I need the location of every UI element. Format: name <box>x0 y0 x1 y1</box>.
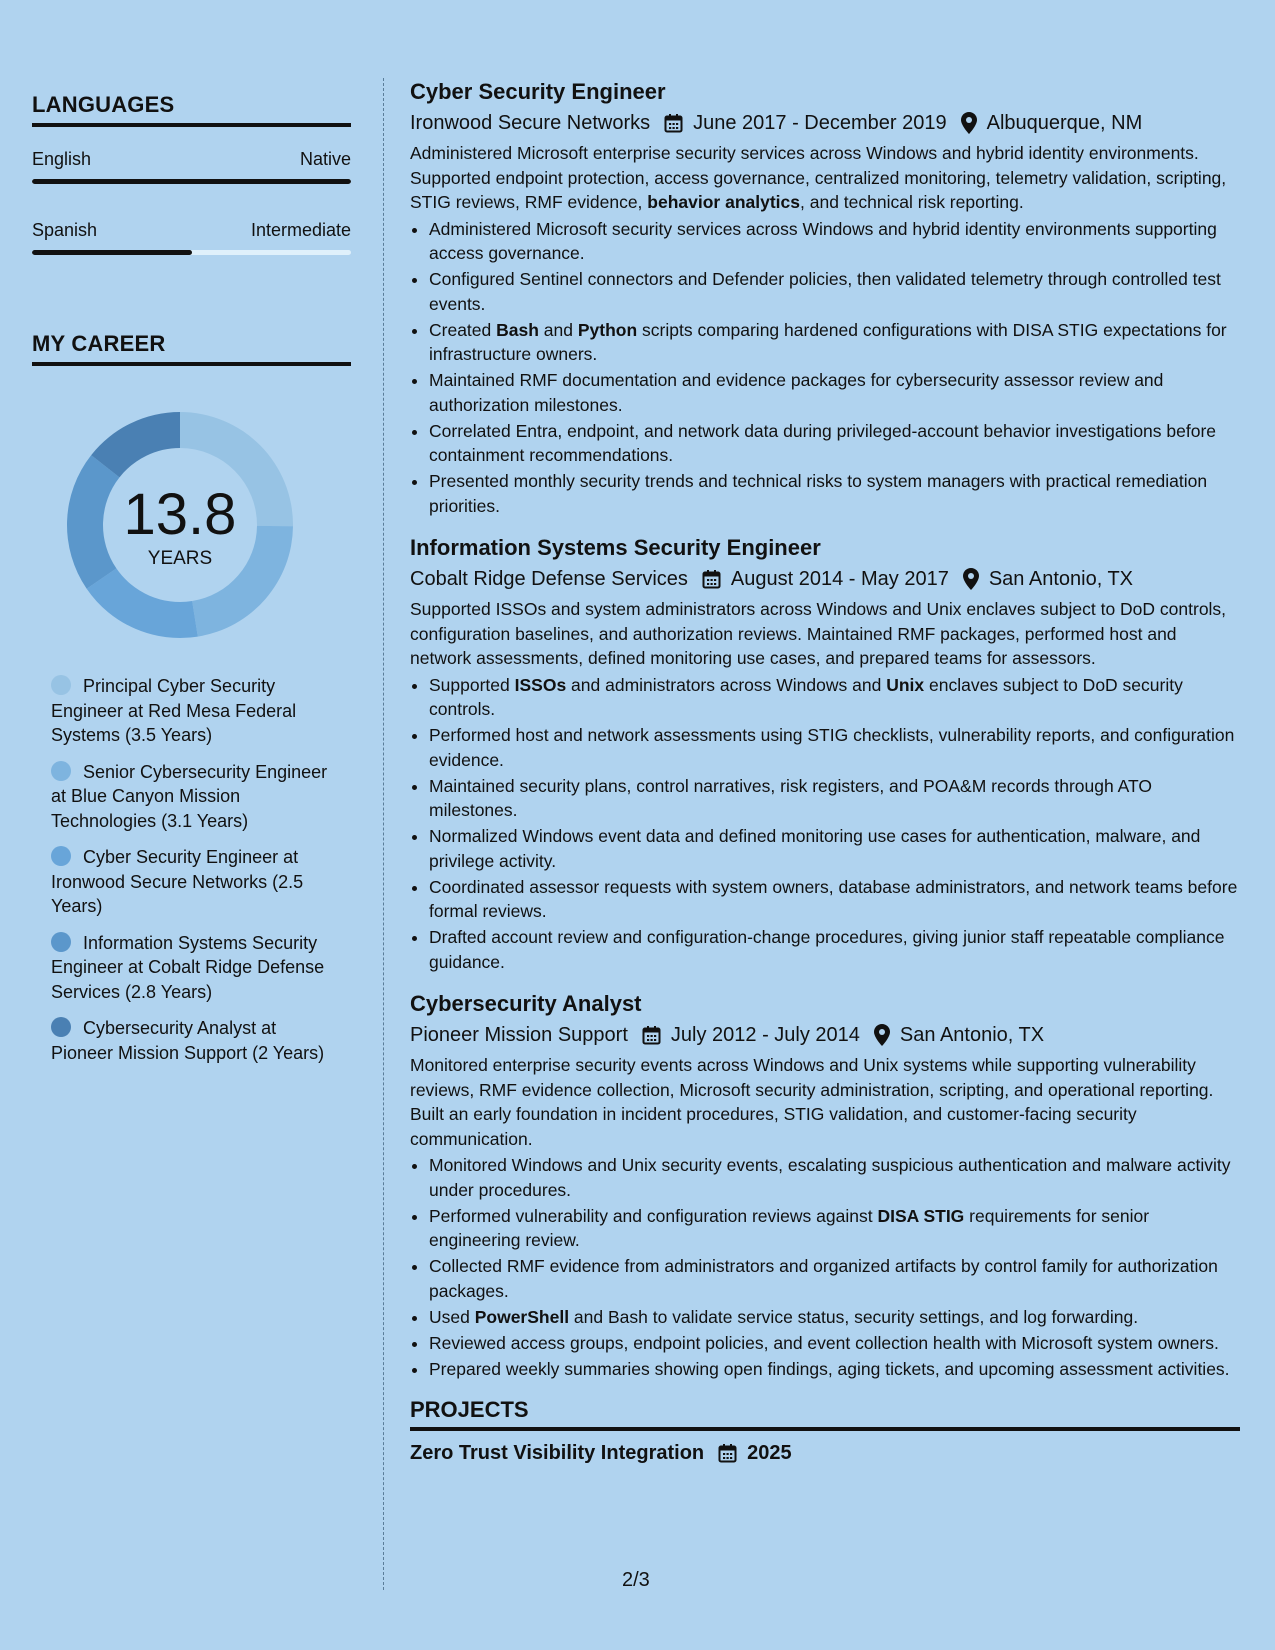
job-bullets <box>410 217 1240 519</box>
legend-label: Senior Cybersecurity Engineer at Blue Canyon Mission Technologies (3.1 Years) <box>51 761 328 831</box>
language-proficiency-fill <box>32 250 192 255</box>
bold-text: PowerShell <box>474 1306 570 1327</box>
text-run: Presented monthly security trends and technical risks to system managers with practical remediation priorities. <box>429 471 1208 516</box>
bold-text: DISA STIG <box>877 1205 965 1226</box>
map-pin-icon <box>874 1024 890 1046</box>
text-run: Drafted account review and configuration-change procedures, giving junior staff repeatable compliance guidance. <box>429 927 1225 972</box>
job-title: Information Systems Security Engineer <box>410 535 821 560</box>
bullet-item <box>429 723 1240 772</box>
bold-text: Unix <box>886 674 925 695</box>
text-run: Monitored Windows and Unix security events, escalating suspicious authentication and malware activity under procedures. <box>429 1155 1231 1200</box>
text-run: Maintained RMF documentation and evidence packages for cybersecurity assessor review and authorization milestones. <box>429 370 1164 415</box>
calendar-icon <box>664 113 683 133</box>
bold-text: Bash <box>496 319 539 340</box>
text-run: Monitored enterprise security events across Windows and Unix systems while supporting vulnerability reviews, RMF evidence collection, Microsoft security administration, scripting, and operational reporting. Built an early foundation in incident procedures, STIG validation, and customer-facing security communication. <box>410 1055 1214 1149</box>
job-title: Cyber Security Engineer <box>410 79 666 104</box>
career-donut-chart <box>65 410 295 640</box>
bullet-item <box>429 1204 1240 1253</box>
text-run: Coordinated assessor requests with system owners, database administrators, and network teams before formal reviews. <box>429 876 1238 921</box>
legend-label: Cyber Security Engineer at Ironwood Secure Networks (2.5 Years) <box>51 847 304 916</box>
job-meta <box>410 108 1240 138</box>
text-run: Maintained security plans, control narratives, risk registers, and POA&M records through ATO milestones. <box>429 775 1152 820</box>
career-legend-item <box>51 845 341 919</box>
language-row <box>32 149 351 170</box>
job-location: San Antonio, TX <box>988 568 1134 590</box>
job-dates: July 2012 - July 2014 <box>670 1024 860 1046</box>
career-legend-item <box>51 674 341 748</box>
experience-entry <box>410 988 1240 1381</box>
career-legend-item <box>51 1016 341 1065</box>
bullet-item <box>429 925 1240 974</box>
job-meta <box>410 1020 1240 1050</box>
job-location: San Antonio, TX <box>899 1024 1045 1046</box>
languages-heading: LANGUAGES <box>32 92 351 127</box>
projects-list <box>410 1438 1240 1468</box>
career-legend-item <box>51 760 341 834</box>
job-summary <box>410 1053 1240 1151</box>
text-run: Prepared weekly summaries showing open findings, aging tickets, and upcoming assessment activities. <box>429 1358 1230 1379</box>
language-proficiency-fill <box>32 179 351 184</box>
legend-dot <box>51 1017 71 1037</box>
main-content <box>410 76 1240 1468</box>
language-name: Spanish <box>32 220 98 240</box>
job-location: Albuquerque, NM <box>986 112 1143 134</box>
career-total-value: 13.8 <box>123 482 237 547</box>
project-name: Zero Trust Visibility Integration <box>410 1442 705 1464</box>
text-run: Supported ISSOs and system administrators across Windows and Unix enclaves subject to DoD controls, configuration baselines, and authorization reviews. Maintained RMF packages, performed host and network assessments, defined monitoring use cases, and prepared teams for assessors. <box>410 599 1227 668</box>
bullet-item <box>429 419 1240 468</box>
text-run: and Bash to validate service status, security settings, and log forwarding. <box>569 1306 1139 1327</box>
legend-dot <box>51 932 71 952</box>
page-number: 2/3 <box>622 1569 650 1591</box>
text-run: Collected RMF evidence from administrators and organized artifacts by control family for authorization packages. <box>429 1256 1218 1301</box>
legend-label: Cybersecurity Analyst at Pioneer Mission Support (2 Years) <box>51 1018 325 1063</box>
language-proficiency-bar <box>32 179 351 184</box>
map-pin-icon <box>961 112 977 134</box>
text-run: Administered Microsoft security services across Windows and hybrid identity environments supporting access governance. <box>429 218 1217 263</box>
sidebar <box>32 92 351 1077</box>
language-level: Intermediate <box>250 220 351 240</box>
legend-dot <box>51 675 71 695</box>
job-bullets <box>410 673 1240 975</box>
company-name: Cobalt Ridge Defense Services <box>410 568 688 590</box>
calendar-icon <box>718 1443 737 1463</box>
legend-label: Information Systems Security Engineer at Cobalt Ridge Defense Services (2.8 Years) <box>51 932 325 1002</box>
job-title: Cybersecurity Analyst <box>410 991 642 1016</box>
language-proficiency-bar <box>32 250 351 255</box>
text-run: Created <box>429 319 497 340</box>
text-run: Correlated Entra, endpoint, and network data during privileged-account behavior investigations before containment recommendations. <box>429 420 1217 465</box>
experience-entry <box>410 76 1240 518</box>
map-pin-icon <box>963 568 979 590</box>
text-run: Reviewed access groups, endpoint policies, and event collection health with Microsoft system owners. <box>429 1332 1219 1353</box>
calendar-icon <box>642 1025 661 1045</box>
language-name: English <box>32 149 92 169</box>
bold-text: behavior analytics <box>647 192 801 212</box>
bullet-item <box>429 267 1240 316</box>
legend-dot <box>51 761 71 781</box>
text-run: Administered Microsoft enterprise security services across Windows and hybrid identity environments. Supported endpoint protection, access governance, centralized monitoring, telemetry validation, scripting, STIG reviews, RMF evidence, <box>410 143 1227 212</box>
project-entry <box>410 1438 1240 1468</box>
legend-label: Principal Cyber Security Engineer at Red Mesa Federal Systems (3.5 Years) <box>51 676 297 745</box>
job-dates: August 2014 - May 2017 <box>730 568 949 590</box>
bullet-item <box>429 368 1240 417</box>
experience-entry <box>410 532 1240 974</box>
bullet-item <box>429 1305 1240 1330</box>
bullet-item <box>429 1331 1240 1356</box>
career-heading: MY CAREER <box>32 331 351 366</box>
bullet-item <box>429 1153 1240 1202</box>
text-run: Performed host and network assessments using STIG checklists, vulnerability reports, and configuration evidence. <box>429 725 1235 770</box>
company-name: Pioneer Mission Support <box>410 1024 628 1046</box>
bold-text: ISSOs <box>514 674 567 695</box>
bold-text: Python <box>577 319 638 340</box>
text-run: Supported <box>429 674 515 695</box>
bullet-item <box>429 1254 1240 1303</box>
bullet-item <box>429 673 1240 722</box>
bullet-item <box>429 1357 1240 1382</box>
text-run: Configured Sentinel connectors and Defender policies, then validated telemetry through controlled test events. <box>429 269 1221 314</box>
job-summary <box>410 141 1240 215</box>
career-total-unit: YEARS <box>147 548 213 569</box>
donut-center <box>65 410 295 640</box>
text-run: enclaves subject to DoD security controls. <box>429 674 1183 719</box>
career-legend-item <box>51 931 341 1005</box>
job-meta <box>410 564 1240 594</box>
bullet-item <box>429 774 1240 823</box>
job-bullets <box>410 1153 1240 1381</box>
column-divider <box>383 78 384 1590</box>
bullet-item <box>429 217 1240 266</box>
career-legend <box>51 674 341 1065</box>
text-run: and <box>538 319 578 340</box>
text-run: Used <box>429 1306 475 1327</box>
text-run: Performed vulnerability and configuration reviews against <box>429 1205 878 1226</box>
legend-dot <box>51 846 71 866</box>
language-level: Native <box>299 149 351 169</box>
projects-heading: PROJECTS <box>410 1397 1240 1431</box>
languages-list <box>32 149 351 255</box>
bullet-item <box>429 824 1240 873</box>
text-run: , and technical risk reporting. <box>800 192 1024 212</box>
text-run: scripts comparing hardened configurations with DISA STIG expectations for infrastructure owners. <box>429 319 1227 364</box>
job-summary <box>410 597 1240 671</box>
project-year: 2025 <box>747 1442 792 1464</box>
company-name: Ironwood Secure Networks <box>410 112 651 134</box>
calendar-icon <box>702 569 721 589</box>
bullet-item <box>429 318 1240 367</box>
text-run: Normalized Windows event data and defined monitoring use cases for authentication, malware, and privilege activity. <box>429 826 1201 871</box>
experience-list <box>410 76 1240 1381</box>
language-row <box>32 220 351 241</box>
job-dates: June 2017 - December 2019 <box>693 112 947 134</box>
bullet-item <box>429 469 1240 518</box>
text-run: and administrators across Windows and <box>566 674 887 695</box>
text-run: requirements for senior engineering review. <box>429 1205 1150 1250</box>
bullet-item <box>429 875 1240 924</box>
